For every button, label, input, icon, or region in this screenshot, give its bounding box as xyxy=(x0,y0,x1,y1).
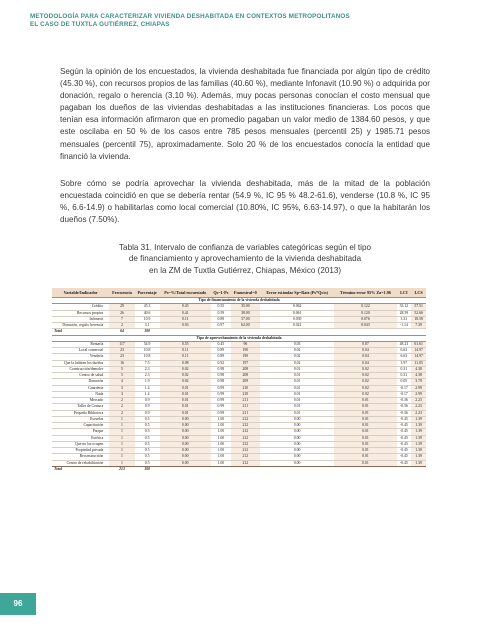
table-cell: 35.00 xyxy=(231,304,260,310)
table-cell: 38.00 xyxy=(231,310,260,316)
table-cell: 0.00 xyxy=(160,460,211,466)
table-cell: 0.01 xyxy=(334,448,396,454)
table-cell: 2 xyxy=(109,404,134,410)
table-cell: 2.3 xyxy=(135,373,160,379)
table-cell: 18.58 xyxy=(411,316,426,322)
table-cell: 1.00 xyxy=(211,448,231,454)
table-cell: 14.97 xyxy=(411,348,426,354)
table-cell: 210 xyxy=(231,385,260,391)
table-cell: 0.022 xyxy=(260,323,334,329)
table-cell: 0.00 xyxy=(260,454,334,460)
table-cell: 1.39 xyxy=(411,416,426,422)
table-cell: 0.5 xyxy=(135,448,160,454)
col-header-variable: Variable/Indicador xyxy=(52,288,109,298)
table-cell: 5 xyxy=(109,366,134,372)
caption-line-2: de financiamiento y aprovechamiento de la vivienda deshabitada xyxy=(128,254,362,264)
table-cell: -0.45 xyxy=(397,441,412,447)
table-cell: 0.01 xyxy=(160,410,211,416)
total-cell: 100 xyxy=(135,466,160,472)
table-cell: -0.45 xyxy=(397,448,412,454)
table-cell: 0.5 xyxy=(135,423,160,429)
col-header-percentage: Porcentaje xyxy=(135,288,160,298)
header-subtitle: EL CASO DE TUXTLA GUTIÉRREZ, CHIAPAS xyxy=(30,21,170,28)
table-cell: 210 xyxy=(231,391,260,397)
row-label: Taller de Costura xyxy=(52,404,109,410)
table-cell: 0.00 xyxy=(260,423,334,429)
row-label: Rentarla xyxy=(52,341,109,347)
table-cell: -0.17 xyxy=(397,391,412,397)
total-cell: 100 xyxy=(135,329,160,335)
table-cell: 0.55 xyxy=(160,341,211,347)
table-cell: 1.00 xyxy=(211,429,231,435)
table-cell: 4.38 xyxy=(411,366,426,372)
table-cell: 0.00 xyxy=(160,435,211,441)
table-cell: 0.01 xyxy=(160,385,211,391)
col-header-frequency: Frecuencia xyxy=(109,288,134,298)
table-cell: 0.89 xyxy=(211,354,231,360)
table-cell: 1.39 xyxy=(411,435,426,441)
table-cell: 54.9 xyxy=(135,341,160,347)
table-cell: 212 xyxy=(231,454,260,460)
table-cell: 0.98 xyxy=(211,373,231,379)
table-cell: 212 xyxy=(231,429,260,435)
table-cell: 1.4 xyxy=(135,385,160,391)
table-cell: 0.02 xyxy=(334,385,396,391)
row-label: Que no las ocupen xyxy=(52,441,109,447)
table-cell: 211 xyxy=(231,404,260,410)
table-cell: 3 xyxy=(109,385,134,391)
table-cell: 10.9 xyxy=(135,316,160,322)
table-cell: 23 xyxy=(109,354,134,360)
table-cell: 212 xyxy=(231,416,260,422)
table-cell: -0.36 xyxy=(397,404,412,410)
table-cell: 0.9 xyxy=(135,410,160,416)
table-cell: 0.11 xyxy=(160,316,211,322)
table-cell: 0.00 xyxy=(260,460,334,466)
table-cell: 0.00 xyxy=(160,416,211,422)
total-label: Total xyxy=(52,329,109,335)
row-label: Centro de salud xyxy=(52,373,109,379)
table-cell: 0.02 xyxy=(334,391,396,397)
table-cell: 10.8 xyxy=(135,354,160,360)
table-cell: 0.31 xyxy=(397,366,412,372)
table-cell: 1 xyxy=(109,460,134,466)
table-cell: 212 xyxy=(231,448,260,454)
table-cell: -0.45 xyxy=(397,416,412,422)
table-cell: 0.5 xyxy=(135,454,160,460)
table-cell: 0.03 xyxy=(260,341,334,347)
table-cell: 1 xyxy=(109,435,134,441)
table-cell: -0.45 xyxy=(397,429,412,435)
confidence-interval-table xyxy=(52,288,426,472)
table-cell: 0.5 xyxy=(135,435,160,441)
table-cell: 0.08 xyxy=(160,360,211,366)
table-cell: 212 xyxy=(231,423,260,429)
table-cell: 1.00 xyxy=(211,423,231,429)
table-cell: 0.5 xyxy=(135,441,160,447)
table-cell: 0.076 xyxy=(334,316,396,322)
row-label: Escuelas xyxy=(52,416,109,422)
table-cell: 2.23 xyxy=(411,410,426,416)
table-cell: 212 xyxy=(231,460,260,466)
table-cell: 0.01 xyxy=(260,391,334,397)
table-cell: 0.89 xyxy=(211,348,231,354)
row-label: Nada xyxy=(52,391,109,397)
row-label: Capacitación xyxy=(52,423,109,429)
caption-line-3: en la ZM de Tuxtla Gutiérrez, Chiapas, México (2013) xyxy=(148,265,342,275)
table-cell: 197 xyxy=(231,360,260,366)
table-cell: 0.02 xyxy=(334,373,396,379)
table-cell: 0.98 xyxy=(211,366,231,372)
table-cell: 1.00 xyxy=(211,441,231,447)
table-cell: 0.00 xyxy=(260,448,334,454)
table-cell: 1.39 xyxy=(411,423,426,429)
table-cell: 1.39 xyxy=(411,429,426,435)
table-cell: 0.89 xyxy=(211,316,231,322)
table-cell: 0.00 xyxy=(160,448,211,454)
page-number: 96 xyxy=(13,599,23,608)
table-cell: 40.6 xyxy=(135,310,160,316)
table-cell: 2 xyxy=(109,398,134,404)
row-label: Centro de rehabilitación xyxy=(52,460,109,466)
total-cell xyxy=(160,466,211,472)
total-label: Total xyxy=(52,466,109,472)
section-title: Tipo de aprovechamiento de la vivienda deshabitada xyxy=(52,335,426,341)
table-cell: 7 xyxy=(109,316,134,322)
table-cell: 3.1 xyxy=(135,323,160,329)
header-title: METODOLOGÍA PARA CARACTERIZAR VIVIENDA DESHABITADA EN CONTEXTOS METROPOLITANOS xyxy=(30,13,350,20)
table-cell: 0.00 xyxy=(160,423,211,429)
table-cell: 0.01 xyxy=(334,423,396,429)
table-cell: -0.45 xyxy=(397,460,412,466)
col-header-lci: LCI xyxy=(397,288,412,298)
table-cell: 4.38 xyxy=(411,373,426,379)
table-cell: 0.00 xyxy=(260,435,334,441)
table-cell: 26 xyxy=(109,310,134,316)
table-cell: 0.03 xyxy=(160,323,211,329)
table-cell: 3.31 xyxy=(397,316,412,322)
table-cell: 0.02 xyxy=(160,366,211,372)
table-cell: 0.01 xyxy=(334,454,396,460)
table-cell: 45.3 xyxy=(135,304,160,310)
table-cell: 0.99 xyxy=(211,404,231,410)
total-cell xyxy=(260,466,334,472)
table-cell: 2 xyxy=(109,410,134,416)
table-cell: 0.122 xyxy=(334,304,396,310)
table-cell: 0.00 xyxy=(260,441,334,447)
table-cell: 0.01 xyxy=(260,385,334,391)
table-cell: 0.04 xyxy=(334,354,396,360)
table-cell: 0.120 xyxy=(334,310,396,316)
paragraph-usage: Sobre cómo se podría aprovechar la vivienda deshabitada, más de la mitad de la población encuestada coincidió en que se debería rentar (54.9 %, IC 95 % 48.2-61.6), venderse (10.8 %, IC 95 %, 6.6-14.9) o habilitarlas como local comercial (10.80%, IC 95%, 6.63-14.97), o que la habitarán los dueños (7.50%). xyxy=(60,179,430,225)
total-cell xyxy=(411,466,426,472)
table-cell: 5 xyxy=(109,373,134,379)
table-cell: 0.5 xyxy=(135,460,160,466)
table-cell: 0.00 xyxy=(260,429,334,435)
total-cell: 64 xyxy=(109,329,134,335)
row-label: Venderla xyxy=(52,354,109,360)
table-cell: 0.00 xyxy=(160,429,211,435)
total-cell xyxy=(397,466,412,472)
table-cell: 0.01 xyxy=(160,404,211,410)
table-cell: 1.00 xyxy=(211,435,231,441)
table-cell: 209 xyxy=(231,379,260,385)
paragraph-financing: Según la opinión de los encuestados, la vivienda deshabitada fue financiada por algún tipo de crédito (45.30 %), con recursos propios de las familias (40.60 %), mediante Infonavit (10.90 %) o adquirida por donación, regalo o herencia (3.10 %). Además, muy pocas personas conocían el costo mensual que pagaban los dueños de las viviendas deshabitadas a las instituciones financieras. Los pocos que tenían esa información afirmaron que en promedio pagaban un valor medio de 1384.60 pesos, y que este oscilaba en 50 % de los casos entre 785 pesos mensuales (percentil 25) y 1985.71 pesos mensuales (percentil 75), aproximadamente. Solo 20 % de los encuestados conocía la entidad que financió la vivienda. xyxy=(60,67,430,161)
table-cell: -0.45 xyxy=(397,423,412,429)
table-cell: -0.17 xyxy=(397,385,412,391)
table-cell: 2.99 xyxy=(411,391,426,397)
table-cell: 0.01 xyxy=(334,404,396,410)
table-cell: 208 xyxy=(231,366,260,372)
table-cell: 3.97 xyxy=(397,360,412,366)
table-cell: 0.01 xyxy=(260,366,334,372)
table-cell: 0.01 xyxy=(260,373,334,379)
table-cell: 0.01 xyxy=(334,429,396,435)
col-header-fmuestral: Fmuestral=0 xyxy=(231,288,260,298)
table-cell: 0.01 xyxy=(260,410,334,416)
table-cell: 0.02 xyxy=(334,379,396,385)
table-cell: 0.99 xyxy=(211,410,231,416)
table-cell: 0.01 xyxy=(334,460,396,466)
table-cell: 0.01 xyxy=(260,398,334,404)
caption-line-1: Tabla 31. Intervalo de confianza de variables categóricas según el tipo xyxy=(119,243,371,252)
table-cell: 1.4 xyxy=(135,391,160,397)
table-cell: 0.99 xyxy=(211,398,231,404)
col-header-std-error: Error estándar Sp=Raíz (Ps*Qs/n) xyxy=(260,288,334,298)
table-cell: 2.3 xyxy=(135,366,160,372)
row-label: Estética xyxy=(52,435,109,441)
table-header-row xyxy=(52,288,426,298)
table-cell: 0.45 xyxy=(160,304,211,310)
table-cell: 1 xyxy=(109,429,134,435)
table-cell: 0.00 xyxy=(160,441,211,447)
table-cell: 0.05 xyxy=(397,379,412,385)
table-cell: 0.98 xyxy=(211,379,231,385)
table-cell: 0.5 xyxy=(135,416,160,422)
table-cell: 1 xyxy=(109,416,134,422)
table-cell: 0.01 xyxy=(160,398,211,404)
row-label: Reconstrucción xyxy=(52,454,109,460)
table-cell: 0.04 xyxy=(334,360,396,366)
table-cell: 1.39 xyxy=(411,441,426,447)
table-cell: 57.00 xyxy=(231,316,260,322)
table-cell: 0.31 xyxy=(397,373,412,379)
table-cell: 7.39 xyxy=(411,323,426,329)
table-cell: 1 xyxy=(109,454,134,460)
table-cell: 211 xyxy=(231,410,260,416)
table-cell: 0.062 xyxy=(260,304,334,310)
table-cell: 0.9 xyxy=(135,398,160,404)
table-cell: 28.59 xyxy=(397,310,412,316)
row-label: Recursos propios xyxy=(52,310,109,316)
table-cell: 0.07 xyxy=(334,341,396,347)
table-cell: 10.8 xyxy=(135,348,160,354)
table-cell: 1.9 xyxy=(135,379,160,385)
table-cell: 0.00 xyxy=(160,454,211,460)
table-cell: 29 xyxy=(109,304,134,310)
table-cell: 1 xyxy=(109,441,134,447)
table-cell: 0.02 xyxy=(334,366,396,372)
table-cell: 0.02 xyxy=(160,373,211,379)
table-cell: 0.00 xyxy=(260,416,334,422)
row-label: Mercado xyxy=(52,398,109,404)
table-cell: 0.97 xyxy=(211,323,231,329)
table-cell: 211 xyxy=(231,398,260,404)
row-label: Infonavit xyxy=(52,316,109,322)
table-cell: -0.45 xyxy=(397,435,412,441)
table-cell: 0.061 xyxy=(260,310,334,316)
table-cell: 0.41 xyxy=(160,310,211,316)
row-label: Que la habiten los dueños xyxy=(52,360,109,366)
table-cell: 0.59 xyxy=(211,310,231,316)
table-cell: 62.00 xyxy=(231,323,260,329)
row-label: Pequeña Biblioteca xyxy=(52,410,109,416)
table-cell: 0.45 xyxy=(211,341,231,347)
table-cell: 23 xyxy=(109,348,134,354)
col-header-ps: Ps=%/Total encuestado xyxy=(160,288,211,298)
table-cell: 2.23 xyxy=(411,398,426,404)
table-cell: 0.92 xyxy=(211,360,231,366)
row-label: Parque xyxy=(52,429,109,435)
table-cell: 61.61 xyxy=(411,341,426,347)
total-cell: 213 xyxy=(109,466,134,472)
table-cell: 0.01 xyxy=(160,391,211,397)
table-cell: 48.23 xyxy=(397,341,412,347)
table-cell: 0.04 xyxy=(334,348,396,354)
table-cell: 0.02 xyxy=(160,379,211,385)
table-cell: -0.36 xyxy=(397,410,412,416)
row-label: Propiedad privada xyxy=(52,448,109,454)
table-cell: 3 xyxy=(109,391,134,397)
table-cell: 1.00 xyxy=(211,416,231,422)
table-cell: 190 xyxy=(231,348,260,354)
table-cell: -1.14 xyxy=(397,323,412,329)
table-cell: 2 xyxy=(109,323,134,329)
table-cell: -0.45 xyxy=(397,454,412,460)
table-cell: 0.55 xyxy=(211,304,231,310)
table-cell: 1.39 xyxy=(411,460,426,466)
table-cell: 212 xyxy=(231,435,260,441)
table-total-row xyxy=(52,466,426,472)
row-label: Guardería xyxy=(52,385,109,391)
table-cell: 0.01 xyxy=(334,410,396,416)
table-cell: 0.11 xyxy=(160,348,211,354)
table-cell: 1 xyxy=(109,448,134,454)
table-cell: 1 xyxy=(109,423,134,429)
total-cell xyxy=(211,466,231,472)
table-cell: 16 xyxy=(109,360,134,366)
row-label: Construcción/demoler xyxy=(52,366,109,372)
table-cell: 1.39 xyxy=(411,454,426,460)
table-cell: 0.043 xyxy=(334,323,396,329)
total-cell xyxy=(231,466,260,472)
col-header-error-term: Término error 95% Za=1.96 xyxy=(334,288,396,298)
table-cell: 0.02 xyxy=(260,348,334,354)
table-cell: 57.51 xyxy=(411,304,426,310)
col-header-lcs: LCS xyxy=(411,288,426,298)
table-cell: 208 xyxy=(231,373,260,379)
table-cell: 0.99 xyxy=(211,391,231,397)
table-cell: 7.5 xyxy=(135,360,160,366)
table-cell: 0.02 xyxy=(260,354,334,360)
table-cell: 1.00 xyxy=(211,460,231,466)
table-cell: 0.01 xyxy=(334,441,396,447)
table-cell: 2.99 xyxy=(411,385,426,391)
table-cell: 212 xyxy=(231,441,260,447)
table-cell: 52.66 xyxy=(411,310,426,316)
table-cell: 1.39 xyxy=(411,448,426,454)
row-label: Crédito xyxy=(52,304,109,310)
table-cell: 2.23 xyxy=(411,404,426,410)
table-cell: 0.02 xyxy=(260,360,334,366)
table-cell: 6.63 xyxy=(397,348,412,354)
row-label: Donación xyxy=(52,379,109,385)
table-cell: 0.01 xyxy=(334,435,396,441)
table-cell: 0.01 xyxy=(334,416,396,422)
table-cell: 0.039 xyxy=(260,316,334,322)
section-title: Tipo de financiamiento de la vivienda deshabitada xyxy=(52,298,426,304)
table-cell: -0.36 xyxy=(397,398,412,404)
table-cell: 14.97 xyxy=(411,354,426,360)
table-cell: 190 xyxy=(231,354,260,360)
table-cell: 0.01 xyxy=(260,404,334,410)
table-cell: 1.00 xyxy=(211,454,231,460)
table-cell: 0.9 xyxy=(135,404,160,410)
table-cell: 0.5 xyxy=(135,429,160,435)
table-cell: 0.01 xyxy=(334,398,396,404)
table-cell: 0.01 xyxy=(260,379,334,385)
table-cell: 6.63 xyxy=(397,354,412,360)
table-cell: 117 xyxy=(109,341,134,347)
col-header-qs: Qs=1-Ps xyxy=(211,288,231,298)
table-cell: 0.99 xyxy=(211,385,231,391)
table-cell: 0.11 xyxy=(160,354,211,360)
table-caption xyxy=(110,242,380,276)
table-cell: 33.12 xyxy=(397,304,412,310)
running-header xyxy=(30,13,350,29)
table-cell: 11.05 xyxy=(411,360,426,366)
row-label: Donación, regalo, herencia xyxy=(52,323,109,329)
row-label: Local comercial xyxy=(52,348,109,354)
table-cell: 4 xyxy=(109,379,134,385)
table-cell: 3.70 xyxy=(411,379,426,385)
total-cell xyxy=(334,466,396,472)
table-cell: 96 xyxy=(231,341,260,347)
